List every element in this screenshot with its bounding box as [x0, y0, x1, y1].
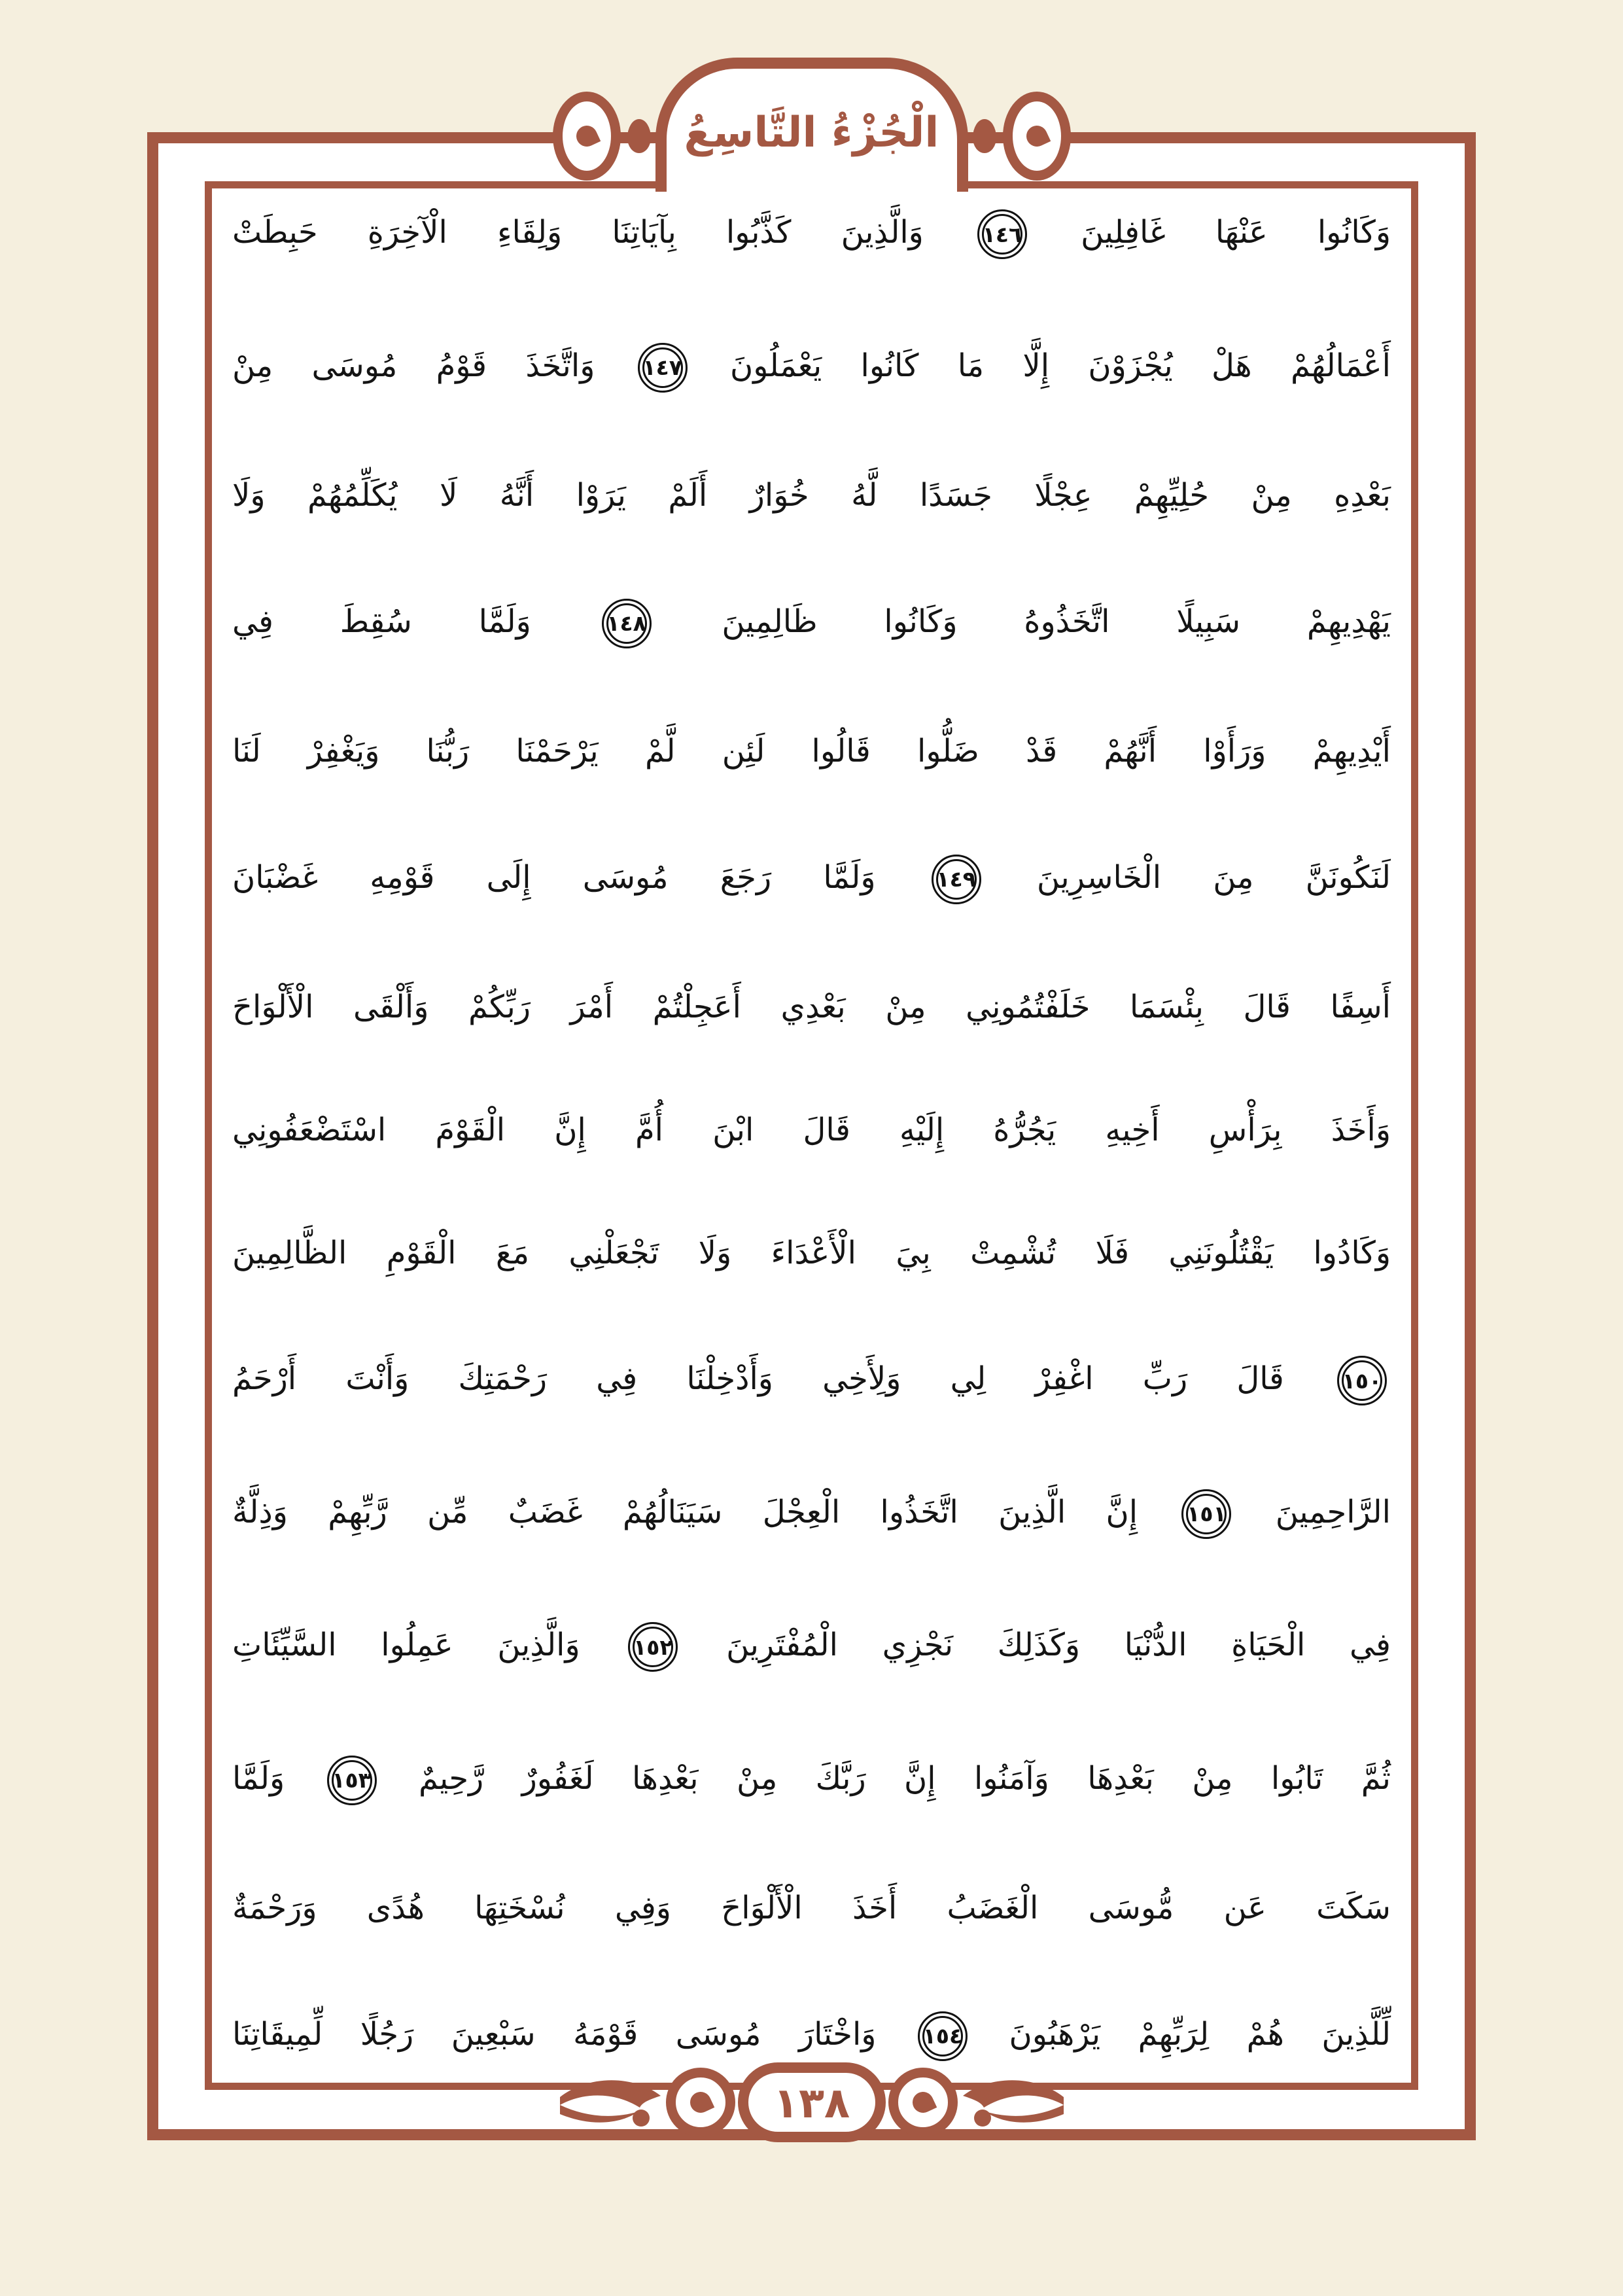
flame-icon	[686, 2089, 714, 2117]
ayah-number-marker: ١٥٤	[918, 2011, 968, 2061]
wing-leaf-icon	[559, 2071, 663, 2134]
quran-words: أَيْدِيهِمْ وَرَأَوْا أَنَّهُمْ قَدْ ضَلُّوا قَالُوا لَئِن لَّمْ يَرْحَمْنَا رَبُّنَا وَيَغْفِرْ لَنَا	[232, 733, 1391, 770]
quran-line	[232, 343, 1391, 393]
quran-line	[232, 987, 1391, 1027]
juz-title: الْجُزْءُ التَّاسِعُ	[684, 109, 939, 157]
quran-words: وَلَمَّا سُقِطَ فِي	[232, 603, 598, 640]
quran-words: أَعْمَالُهُمْ هَلْ يُجْزَوْنَ إِلَّا مَا كَانُوا يَعْمَلُونَ	[691, 347, 1391, 384]
page-number-cartouche	[738, 2062, 886, 2142]
quran-words: لَنَكُونَنَّ مِنَ الْخَاسِرِينَ	[985, 858, 1391, 896]
quran-words: ثُمَّ تَابُوا مِنْ بَعْدِهَا وَآمَنُوا إِنَّ رَبَّكَ مِنْ بَعْدِهَا لَغَفُورٌ رَّحِيمٌ	[380, 1759, 1391, 1797]
quran-words: بَعْدِهِ مِنْ حُلِيِّهِمْ عِجْلًا جَسَدًا لَّهُ خُوَارٌ أَلَمْ يَرَوْا أَنَّهُ لَا يُكَلِّمُهُمْ وَلَا	[232, 477, 1391, 514]
flame-icon	[909, 2089, 937, 2117]
juz-header-ornament	[504, 58, 1119, 192]
header-left-flourish	[553, 92, 651, 181]
quran-line	[232, 476, 1391, 515]
quran-words: وَاتَّخَذَ قَوْمُ مُوسَى مِنْ	[232, 347, 634, 384]
drop-icon	[627, 119, 651, 153]
quran-line	[232, 599, 1391, 648]
quran-words: يَهْدِيهِمْ سَبِيلًا اتَّخَذُوهُ وَكَانُوا ظَالِمِينَ	[655, 603, 1391, 640]
quran-words: وَالَّذِينَ عَمِلُوا السَّيِّئَاتِ	[232, 1627, 625, 1664]
ring-ornament-icon	[888, 2068, 958, 2137]
quran-words: سَكَتَ عَن مُّوسَى الْغَضَبُ أَخَذَ الْأَلْوَاحَ وَفِي نُسْخَتِهَا هُدًى وَرَحْمَةٌ	[232, 1890, 1391, 1927]
quran-line	[232, 1489, 1391, 1539]
quran-words: الرَّاحِمِينَ	[1235, 1493, 1391, 1530]
quran-line	[232, 209, 1391, 259]
quran-words: وَلَمَّا رَجَعَ مُوسَى إِلَى قَوْمِهِ غَضْبَانَ	[232, 858, 928, 896]
ayah-number-marker: ١٤٦	[977, 209, 1027, 259]
page-number-ornament	[559, 2053, 1065, 2151]
ayah-number-marker: ١٥١	[1181, 1489, 1231, 1539]
ayah-number-marker: ١٥٣	[327, 1756, 377, 1805]
quran-line	[232, 732, 1391, 771]
quran-line	[232, 1888, 1391, 1928]
quran-line	[232, 1233, 1391, 1273]
drop-icon	[973, 119, 996, 153]
ring-ornament-icon	[553, 92, 621, 181]
quran-line	[232, 855, 1391, 904]
quran-words: لِّلَّذِينَ هُمْ لِرَبِّهِمْ يَرْهَبُونَ	[971, 2015, 1391, 2053]
quran-words: وَأَخَذَ بِرَأْسِ أَخِيهِ يَجُرُّهُ إِلَيْهِ قَالَ ابْنَ أُمَّ إِنَّ الْقَوْمَ اسْتَضْعَفُونِي	[232, 1111, 1391, 1148]
ring-ornament-icon	[1003, 92, 1071, 181]
quran-words: وَكَادُوا يَقْتُلُونَنِي فَلَا تُشْمِتْ بِيَ الْأَعْدَاءَ وَلَا تَجْعَلْنِي مَعَ الْقَوْمِ الظَّالِمِينَ	[232, 1234, 1391, 1271]
ring-ornament-icon	[666, 2068, 735, 2137]
quran-words: إِنَّ الَّذِينَ اتَّخَذُوا الْعِجْلَ سَيَنَالُهُمْ غَضَبٌ مِّن رَّبِّهِمْ وَذِلَّةٌ	[232, 1493, 1178, 1530]
ayah-number-marker: ١٤٧	[638, 343, 688, 393]
quran-words: وَكَانُوا عَنْهَا غَافِلِينَ	[1030, 214, 1391, 251]
quran-line	[232, 1356, 1391, 1405]
page-number: ١٣٨	[773, 2079, 850, 2128]
flame-icon	[1022, 122, 1051, 150]
quran-words: أَسِفًا قَالَ بِئْسَمَا خَلَفْتُمُونِي مِنْ بَعْدِي أَعَجِلْتُمْ أَمْرَ رَبِّكُمْ وَأَلْقَى الْأَلْوَاحَ	[232, 989, 1391, 1026]
quran-line	[232, 1622, 1391, 1672]
wing-leaf-icon	[960, 2071, 1065, 2134]
quran-words: فِي الْحَيَاةِ الدُّنْيَا وَكَذَلِكَ نَجْزِي الْمُفْتَرِينَ	[682, 1627, 1391, 1664]
flame-icon	[572, 122, 601, 150]
ayah-number-marker: ١٤٩	[932, 855, 981, 904]
quran-text	[232, 209, 1391, 2061]
quran-words: وَالَّذِينَ كَذَّبُوا بِآيَاتِنَا وَلِقَاءِ الْآخِرَةِ حَبِطَتْ	[232, 214, 973, 251]
quran-line	[232, 1756, 1391, 1805]
ayah-number-marker: ١٤٨	[602, 599, 652, 648]
ayah-number-marker: ١٥٠	[1337, 1356, 1387, 1405]
juz-title-cartouche	[655, 58, 968, 192]
quran-words: وَلَمَّا	[232, 1759, 323, 1797]
header-right-flourish	[973, 92, 1071, 181]
quran-words: وَاخْتَارَ مُوسَى قَوْمَهُ سَبْعِينَ رَجُلًا لِّمِيقَاتِنَا	[232, 2015, 914, 2053]
quran-words: قَالَ رَبِّ اغْفِرْ لِي وَلِأَخِي وَأَدْخِلْنَا فِي رَحْمَتِكَ وَأَنْتَ أَرْحَمُ	[232, 1360, 1333, 1398]
quran-line	[232, 1110, 1391, 1150]
ayah-number-marker: ١٥٢	[628, 1622, 678, 1672]
